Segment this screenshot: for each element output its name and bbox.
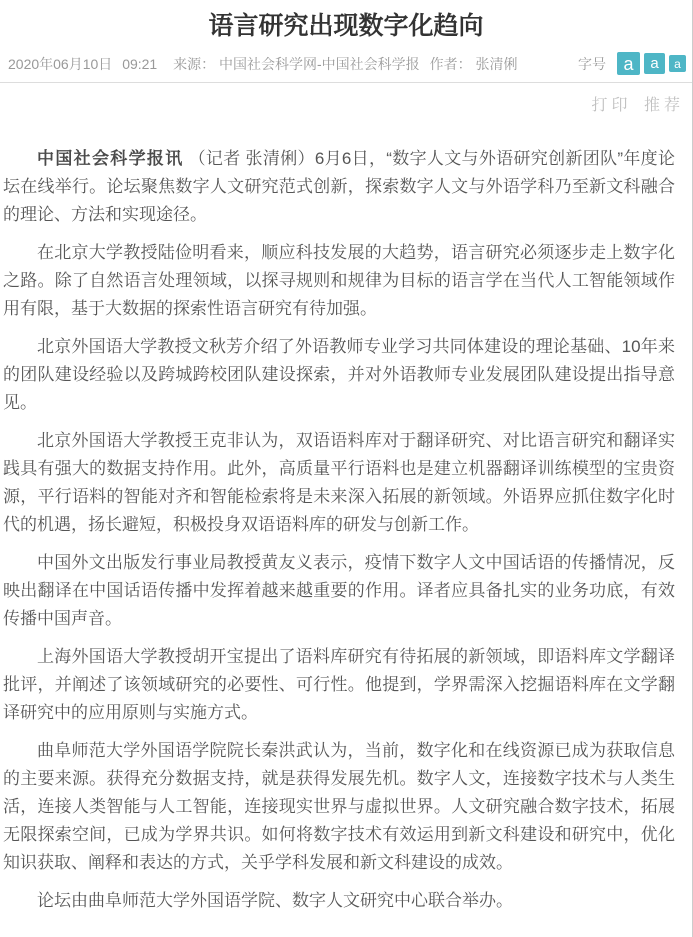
author-name: 张清俐 [475, 55, 518, 72]
font-size-medium-button[interactable]: a [644, 53, 665, 74]
article-paragraph: 北京外国语大学教授文秋芳介绍了外语教师专业学习共同体建设的理论基础、10年来的团队建设经验以及跨城跨校团队建设探索，并对外语教师专业发展团队建设提出指导意见。 [3, 337, 675, 412]
article-paragraph: 曲阜师范大学外国语学院院长秦洪武认为，当前，数字化和在线资源已成为获取信息的主要来源。获得充分数据支持，就是获得发展先机。数字人文，连接数字技术与人类生活，连接人类智能与人工智能，连接现实世界与虚拟世界。人文研究融合数字技术，拓展无限探索空间，已成为学界共识。如何将数字技术有效运用到新文科建设和研究中，优化知识获取、阐释和表达的方式，关乎学科发展和新文科建设的成效。 [3, 741, 675, 872]
font-size-large-button[interactable]: a [617, 52, 640, 75]
article-paragraph: 在北京大学教授陆俭明看来，顺应科技发展的大趋势，语言研究必须逐步走上数字化之路。除了自然语言处理领域，以探寻规则和规律为目标的语言学在当代人工智能领域作用有限，基于大数据的探索性语言研究有待加强。 [3, 243, 675, 318]
font-size-controls [578, 52, 686, 75]
font-size-label: 字号 [578, 55, 606, 72]
article-lead-tag: 中国社会科学报讯 [37, 149, 184, 168]
source-name: 中国社会科学网-中国社会科学报 [219, 55, 420, 72]
print-link[interactable]: 打印 [591, 97, 632, 114]
article-paragraph: 上海外国语大学教授胡开宝提出了语料库研究有待拓展的新领域，即语料库文学翻译批评，并阐述了该领域研究的必要性、可行性。他提到，学界需深入挖掘语料库在文学翻译研究中的应用原则与实施方式。 [3, 647, 675, 722]
author-label: 作者： [429, 55, 472, 72]
page-title: 语言研究出现数字化趋向 [208, 12, 484, 40]
article-body [0, 119, 692, 915]
font-size-small-button[interactable]: a [669, 55, 686, 72]
meta-bar [0, 43, 692, 83]
recommend-link[interactable]: 推荐 [643, 97, 684, 114]
source-label: 来源： [173, 55, 216, 72]
publish-time: 09:21 [122, 55, 158, 72]
article-paragraph: 中国外文出版发行事业局教授黄友义表示，疫情下数字人文中国话语的传播情况，反映出翻译在中国话语传播中发挥着越来越重要的作用。译者应具备扎实的业务功底，有效传播中国声音。 [3, 553, 675, 628]
article-paragraph: 北京外国语大学教授王克非认为，双语语料库对于翻译研究、对比语言研究和翻译实践具有强大的数据支持作用。此外，高质量平行语料也是建立机器翻译训练模型的宝贵资源，平行语料的智能对齐和智能检索将是未来深入拓展的新领域。外语界应抓住数字化时代的机遇，扬长避短，积极投身双语语料库的研发与创新工作。 [3, 431, 675, 534]
article-paragraph: 论坛由曲阜师范大学外国语学院、数字人文研究中心联合举办。 [37, 891, 513, 910]
actions-bar [0, 83, 692, 119]
article-lead-text: （记者 张清俐）6月6日，“数字人文与外语研究创新团队”年度论坛在线举行。论坛聚焦数字人文研究范式创新，探索数字人文与外语学科乃至新文科融合的理论、方法和实现途径。 [3, 149, 675, 224]
article-lead-paragraph [3, 145, 675, 229]
publish-date: 2020年06月10日 [8, 55, 113, 72]
article-meta [8, 54, 523, 74]
